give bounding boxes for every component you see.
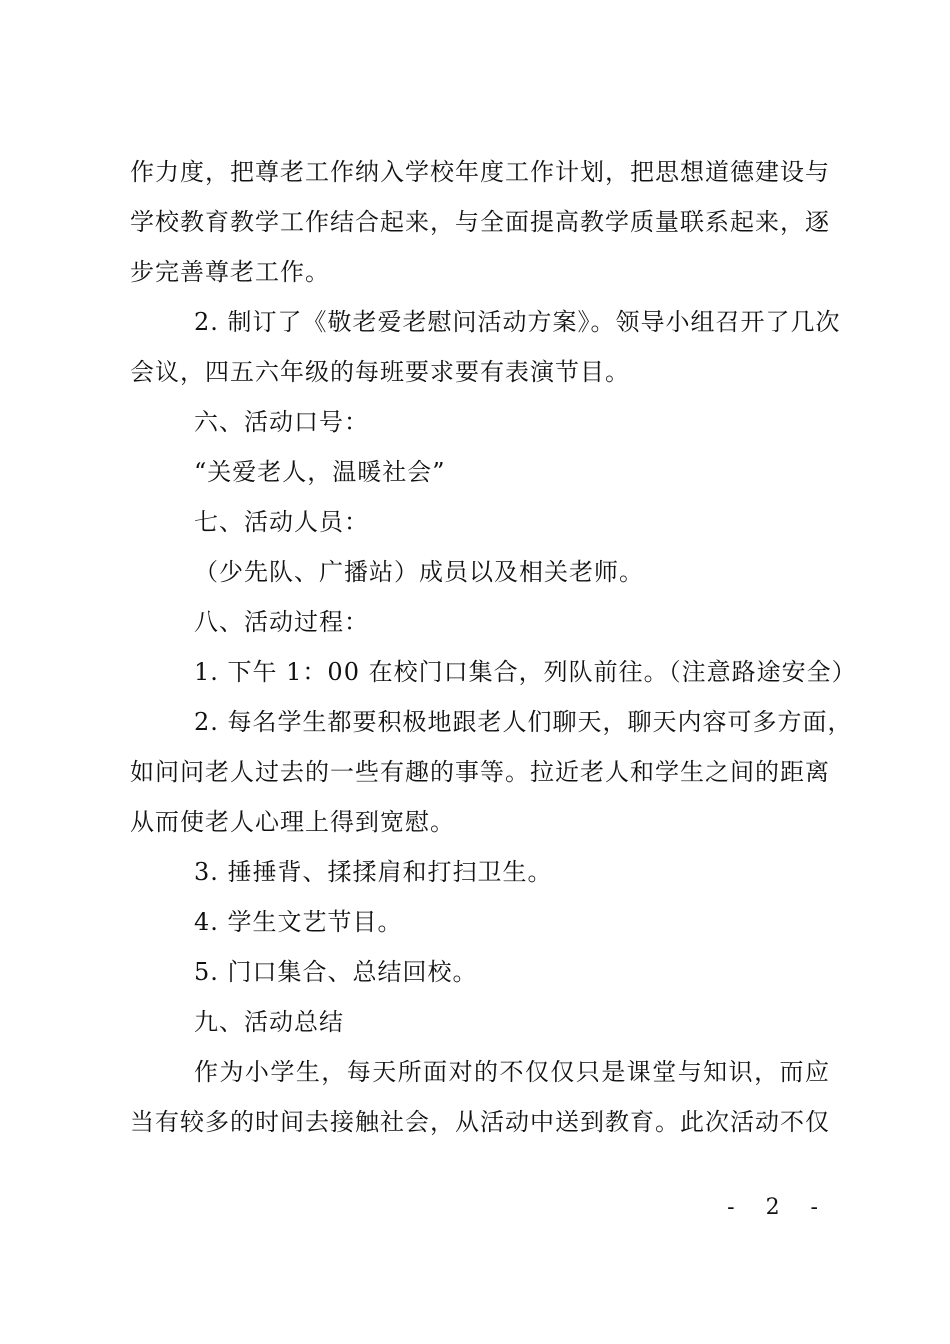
text-line: 作为小学生，每天所面对的不仅仅只是课堂与知识，而应 (194, 1058, 830, 1086)
section-heading: 六、活动口号： (194, 408, 369, 436)
text-line: 会议，四五六年级的每班要求要有表演节目。 (130, 358, 630, 386)
list-item: 3. 捶捶背、揉揉肩和打扫卫生。 (194, 858, 553, 886)
text-line: 当有较多的时间去接触社会，从活动中送到教育。此次活动不仅 (130, 1108, 830, 1136)
text-line: （少先队、广播站）成员以及相关老师。 (194, 558, 644, 586)
list-item: 5. 门口集合、总结回校。 (194, 958, 478, 986)
list-item: 2. 每名学生都要积极地跟老人们聊天，聊天内容可多方面， (194, 708, 853, 736)
text-line: 作力度，把尊老工作纳入学校年度工作计划，把思想道德建设与 (130, 158, 830, 186)
section-heading: 八、活动过程： (194, 608, 369, 636)
text-line: 从而使老人心理上得到宽慰。 (130, 808, 455, 836)
text-line: 2. 制订了《敬老爱老慰问活动方案》。领导小组召开了几次 (194, 308, 841, 336)
text-line: 步完善尊老工作。 (130, 258, 330, 286)
section-heading: 七、活动人员： (194, 508, 369, 536)
slogan-text: “关爱老人，温暖社会” (194, 458, 446, 486)
page-number: - 2 - (727, 1195, 830, 1220)
text-line: 学校教育教学工作结合起来，与全面提高教学质量联系起来，逐 (130, 208, 830, 236)
list-item: 4. 学生文艺节目。 (194, 908, 403, 936)
text-line: 如问问老人过去的一些有趣的事等。拉近老人和学生之间的距离 (130, 758, 830, 786)
list-item: 1. 下午 1：00 在校门口集合，列队前往。（注意路途安全） (194, 658, 857, 686)
section-heading: 九、活动总结 (194, 1008, 344, 1036)
